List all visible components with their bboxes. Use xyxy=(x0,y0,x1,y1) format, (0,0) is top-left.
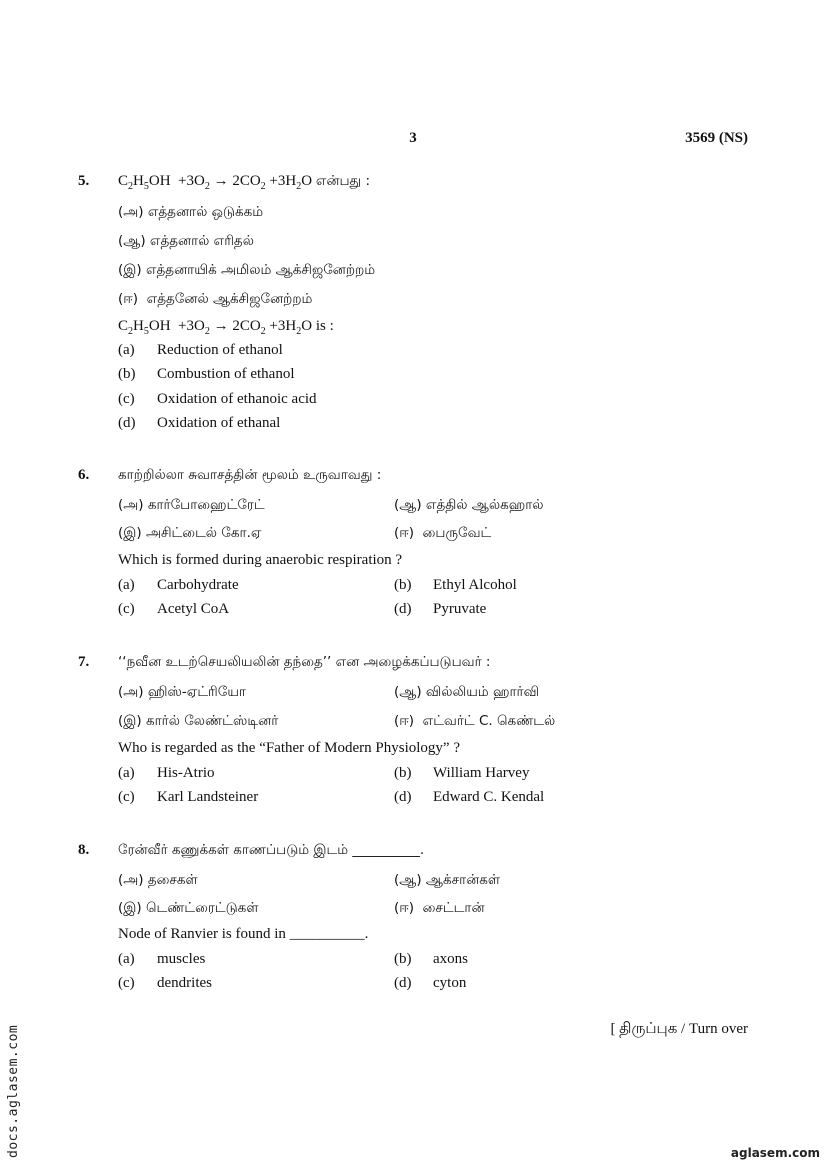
paper-code: 3569 (NS) xyxy=(685,130,748,146)
english-option-a: (a) Carbohydrate xyxy=(118,577,239,593)
tamil-option-c: (இ) அசிட்டைல் கோ.ஏ xyxy=(118,525,262,541)
english-option-b: (b) axons xyxy=(394,951,468,967)
tamil-option-a: (அ) கார்போஹைட்ரேட் xyxy=(118,497,265,513)
question-stem-tamil: காற்றில்லா சுவாசத்தின் மூலம் உருவாவது : xyxy=(118,467,382,483)
english-option-a: (a) His-Atrio xyxy=(118,765,215,781)
tamil-option-b: (ஆ) ஆக்சான்கள் xyxy=(394,872,501,888)
tamil-option-b: (ஆ) எத்தில் ஆல்கஹால் xyxy=(394,497,544,513)
question-stem-english: Node of Ranvier is found in __________. xyxy=(118,926,369,942)
english-option-c: (c) Acetyl CoA xyxy=(118,601,230,617)
question-stem-tamil: ‘‘நவீன உடற்செயலியலின் தந்தை’’ என அழைக்கப்படுபவர் : xyxy=(118,654,491,670)
tamil-option-d: (ஈ) பைருவேட் xyxy=(394,525,492,541)
english-option-b: (b) Combustion of ethanol xyxy=(118,366,295,382)
english-option-b: (b) William Harvey xyxy=(394,765,530,781)
watermark: docs.aglasem.com xyxy=(6,1024,21,1158)
english-option-d: (d) Edward C. Kendal xyxy=(394,789,545,805)
question-stem-tamil: ரேன்வீர் கணுக்கள் காணப்படும் இடம் __________. xyxy=(118,842,425,858)
tamil-option-b: (ஆ) எத்தனால் எரிதல் xyxy=(118,233,254,249)
page-number: 3 xyxy=(409,130,417,146)
english-option-d: (d) cyton xyxy=(394,975,467,991)
tamil-option-d: (ஈ) எத்தனேல் ஆக்சிஜனேற்றம் xyxy=(118,291,313,307)
turn-over-note: [ திருப்புக / Turn over xyxy=(610,1021,748,1037)
english-option-a: (a) Reduction of ethanol xyxy=(118,342,283,358)
tamil-option-c: (இ) எத்தனாயிக் அமிலம் ஆக்சிஜனேற்றம் xyxy=(118,262,376,278)
english-option-c: (c) Karl Landsteiner xyxy=(118,789,259,805)
brand-logo-text: aglasem.com xyxy=(730,1146,820,1160)
tamil-option-c: (இ) கார்ல் லேண்ட்ஸ்டினர் xyxy=(118,713,279,729)
tamil-option-c: (இ) டெண்ட்ரைட்டுகள் xyxy=(118,900,259,916)
question-stem-english: Which is formed during anaerobic respiration ? xyxy=(118,552,403,568)
tamil-option-a: (அ) ஹிஸ்-ஏட்ரியோ xyxy=(118,684,246,700)
question-stem-english: Who is regarded as the “Father of Modern Physiology” ? xyxy=(118,740,460,756)
tamil-option-d: (ஈ) சைட்டான் xyxy=(394,900,485,916)
english-option-b: (b) Ethyl Alcohol xyxy=(394,577,517,593)
question-number: 6. xyxy=(78,467,90,483)
tamil-option-d: (ஈ) எட்வர்ட் C. கெண்டல் xyxy=(394,713,556,729)
english-option-c: (c) Oxidation of ethanoic acid xyxy=(118,391,317,407)
english-option-a: (a) muscles xyxy=(118,951,206,967)
question-stem-tamil: $C_2H_5OH +3O_2 \to 2CO_2 +3H_2O$ என்பது : xyxy=(118,173,371,192)
tamil-option-a: (அ) தசைகள் xyxy=(118,872,198,888)
tamil-option-a: (அ) எத்தனால் ஒடுக்கம் xyxy=(118,204,264,220)
question-number: 5. xyxy=(78,173,90,189)
english-option-c: (c) dendrites xyxy=(118,975,212,991)
question-number: 8. xyxy=(78,842,90,858)
tamil-option-b: (ஆ) வில்லியம் ஹார்வி xyxy=(394,684,539,700)
question-number: 7. xyxy=(78,654,90,670)
question-stem-english: $C_2H_5OH +3O_2 \to 2CO_2 +3H_2O$ is : xyxy=(118,318,334,337)
english-option-d: (d) Pyruvate xyxy=(394,601,487,617)
english-option-d: (d) Oxidation of ethanal xyxy=(118,415,281,431)
